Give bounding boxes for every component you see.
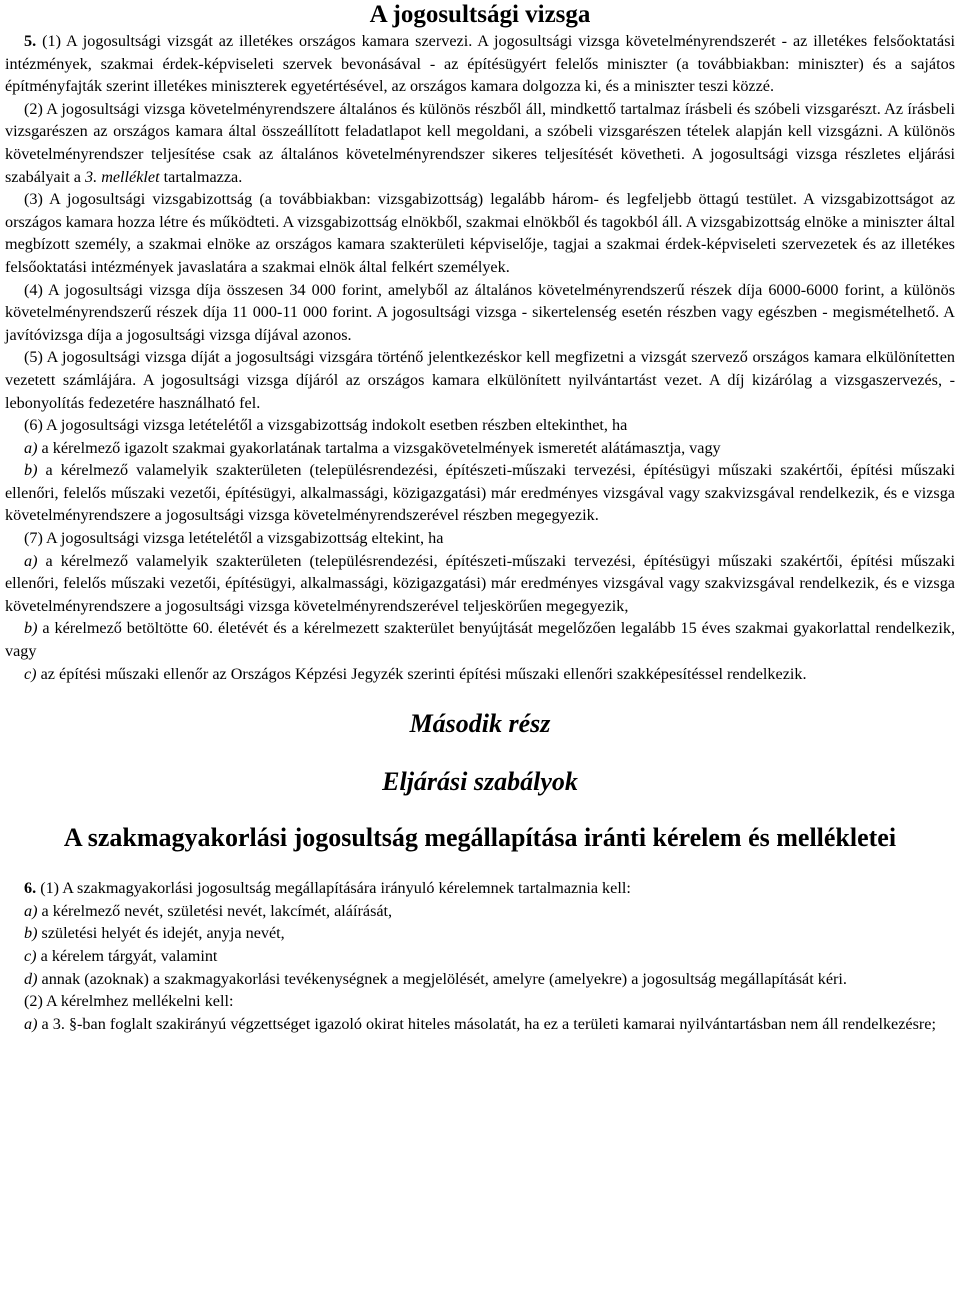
section-6-paragraph-1 — [5, 877, 955, 900]
spacer — [5, 685, 955, 709]
annex-reference: 3. melléklet — [85, 167, 160, 186]
paragraph-text: (2) A kérelmhez mellékelni kell: — [24, 992, 234, 1011]
section-title: Eljárási szabályok — [382, 767, 578, 797]
list-text: a 3. §-ban foglalt szakirányú végzettséget igazoló okirat hiteles másolatát, ha ez a területi kamarai nyilvántartásban nem áll rendelkezésre; — [37, 1014, 936, 1033]
list-item-6b — [5, 459, 955, 527]
list-item-6-1d — [5, 968, 955, 991]
list-text: a kérelmező nevét, születési nevét, lakcímét, aláírását, — [37, 901, 393, 920]
document-page — [5, 0, 955, 1035]
list-text: annak (azoknak) a szakmagyakorlási tevékenységnek a megjelölését, amelyre (amelyekre) a jogosultság megállapítását kéri. — [37, 969, 847, 988]
list-letter: c) — [24, 664, 37, 683]
list-item-6-1b — [5, 922, 955, 945]
paragraph-text: (3) A jogosultsági vizsgabizottság (a továbbiakban: vizsgabizottság) legalább három- és legfeljebb öttagú testület. A vizsgabizottságot az országos kamara hozza létre és működteti. A vizsgabizottság elnökből, szakmai elnökből és tagokból áll. A vizsgabizottság elnöke a miniszter által megbízott személy, a szakmai elnöke az országos kamara szakterületi képviselője, tagjai a szakmai érdek-képviseleti szervezetek és az illetékes felsőoktatási intézmények javaslatára a szakmai elnök által felkért személyek. — [5, 190, 955, 276]
list-item-6-1c — [5, 945, 955, 968]
section-number: 6. — [24, 879, 37, 898]
section-5-paragraph-6 — [5, 414, 955, 437]
list-text: a kérelmező valamelyik szakterületen (településrendezési, építészeti-műszaki tervezési, építésügyi műszaki szakértői, építési műszaki ellenőri, felelős műszaki vezetői, építésügyi, alkalmassági, közigazgatási) már eredményes vizsgával vagy szakvizsgával rendelkezik, és e vizsga követelményrendszere a jogosultsági vizsga követelményrendszerével teljeskörűen megegyezik, — [5, 551, 955, 615]
paragraph-text: (5) A jogosultsági vizsga díját a jogosultsági vizsgára történő jelentkezéskor kell megfizetni a vizsgát szervező országos kamara elkülönítetten vezetett számlájára. A jogosultsági vizsga díjáról az országos kamara elkülönített nyilvántartást vezet. A díj kizárólag a vizsgaszervezés, -lebonyolítás fedezetére használható fel. — [5, 348, 955, 412]
list-letter: a) — [24, 551, 38, 570]
paragraph-text: (7) A jogosultsági vizsga letételétől a vizsgabizottság eltekint, ha — [24, 529, 444, 548]
section-5-paragraph-5 — [5, 346, 955, 414]
paragraph-text: (4) A jogosultsági vizsga díja összesen 34 000 forint, amelyből az általános követelményrendszerű részek díja 6000-6000 forint, a különös követelményrendszerű részek díja 11 000-11 000 forint. A jogosultsági vizsga - sikertelenség esetén részben vagy egészben - megismételhető. A javítóvizsga díja a jogosultsági vizsga díjával azonos. — [5, 280, 955, 344]
list-letter: a) — [24, 438, 38, 457]
list-letter: d) — [24, 969, 38, 988]
section-5-paragraph-7 — [5, 527, 955, 550]
section-5-paragraph-3 — [5, 188, 955, 278]
list-text: a kérelmező betöltötte 60. életévét és a kérelmezett szakterület benyújtását megelőzően legalább 15 éves szakmai gyakorlattal rendelkezik, vagy — [5, 619, 955, 661]
paragraph-text: (2) A jogosultsági vizsga követelményrendszere általános és különös részből áll, mindkettő tartalmaz írásbeli és szóbeli vizsgarészt. Az írásbeli vizsgarészen az országos kamara által összeállított feladatlapot kell megoldani, a szóbeli vizsgarészen tételek alapján kell vizsgázni. A különös követelményrendszer teljesítése csak az általános követelményrendszer sikeres teljesítését követheti. A jogosultsági vizsga részletes eljárási szabályait a — [5, 99, 955, 186]
list-item-7c — [5, 663, 955, 686]
paragraph-text: (6) A jogosultsági vizsga letételétől a vizsgabizottság indokolt esetben részben eltekinthet, ha — [24, 416, 628, 435]
list-letter: c) — [24, 947, 37, 965]
section-5-paragraph-1 — [5, 30, 955, 98]
section-6-paragraph-2 — [5, 990, 955, 1013]
list-item-6-2a — [5, 1013, 955, 1036]
spacer — [5, 797, 955, 823]
list-letter: a) — [24, 1014, 38, 1033]
part-title: Második rész — [409, 709, 551, 739]
list-item-7a — [5, 550, 955, 618]
list-text: születési helyét és idejét, anyja nevét, — [37, 924, 285, 943]
list-item-6a — [5, 437, 955, 460]
spacer — [5, 739, 955, 767]
spacer — [5, 853, 955, 877]
list-letter: a) — [24, 901, 38, 920]
section-5-paragraph-4 — [5, 279, 955, 347]
paragraph-text: (1) A jogosultsági vizsgát az illetékes országos kamara szervezi. A jogosultsági vizsga követelményrendszerét - az illetékes felsőoktatási intézmények, szakmai érdek-képviseleti szervek bevonásával - az építésügyért felelős miniszter (a továbbiakban: miniszter) és a sajátos építményfajták szerint illetékes miniszterek egyetértésével, az országos kamara dolgozza ki, és a miniszter teszi közzé. — [5, 32, 955, 96]
list-item-7b — [5, 617, 955, 662]
chapter-title: A szakmagyakorlási jogosultság megállapítása iránti kérelem és mellékletei — [63, 823, 897, 853]
list-text: az építési műszaki ellenőr az Országos Képzési Jegyzék szerinti építési műszaki ellenőri szakképesítéssel rendelkezik. — [36, 664, 807, 683]
document-title: A jogosultsági vizsga — [369, 1, 591, 28]
list-letter: b) — [24, 924, 38, 943]
list-letter: b) — [24, 461, 38, 480]
list-text: a kérelmező valamelyik szakterületen (településrendezési, építészeti-műszaki tervezési, építésügyi műszaki szakértői, építési műszaki ellenőri, felelős műszaki vezetői, építésügyi, alkalmassági, közigazgatási) már eredményes vizsgával vagy szakvizsgával rendelkezik, és e vizsga követelményrendszere a jogosultsági vizsga követelményrendszerével részben megegyezik. — [5, 461, 955, 525]
list-text: a kérelmező igazolt szakmai gyakorlatának tartalma a vizsgakövetelmények ismeretét alátámasztja, vagy — [37, 438, 721, 457]
section-5-paragraph-2 — [5, 98, 955, 188]
list-item-6-1a — [5, 900, 955, 923]
list-letter: b) — [24, 619, 38, 638]
paragraph-text-tail: tartalmazza. — [159, 167, 243, 186]
paragraph-text: (1) A szakmagyakorlási jogosultság megállapítására irányuló kérelemnek tartalmaznia kell: — [36, 879, 631, 898]
section-number: 5. — [24, 32, 37, 50]
list-text: a kérelem tárgyát, valamint — [36, 947, 218, 965]
